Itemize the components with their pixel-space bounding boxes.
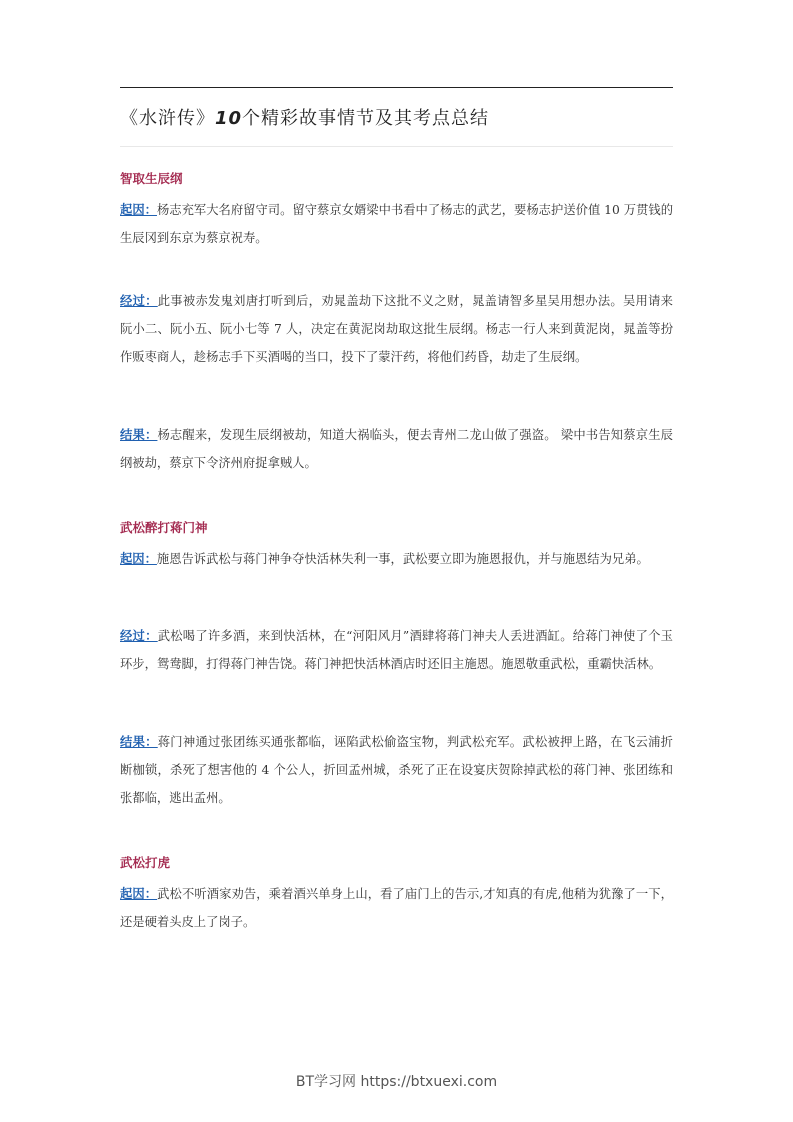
top-rule	[120, 87, 673, 88]
paragraph-cause	[120, 196, 673, 252]
paragraph-process	[120, 622, 673, 678]
paragraph-text: 此事被赤发鬼刘唐打听到后，劝晁盖劫下这批不义之财，晁盖请智多星吴用想办法。吴用请来阮小二、阮小五、阮小七等 7 人，决定在黄泥岗劫取这批生辰纲。杨志一行人来到黄泥岗，晁盖等扮作贩枣商人，趁杨志手下买酒喝的当口，投下了蒙汗药，将他们药昏，劫走了生辰纲。	[120, 294, 673, 364]
page-title	[120, 104, 489, 130]
paragraph-cause	[120, 545, 673, 573]
paragraph-process	[120, 287, 673, 371]
result-label: 结果：	[120, 735, 158, 749]
paragraph-cause	[120, 880, 673, 936]
paragraph-text: 武松不听酒家劝告，乘着酒兴单身上山，看了庙门上的告示,才知真的有虎,他稍为犹豫了一下，还是硬着头皮上了岗子。	[120, 887, 673, 929]
process-label: 经过：	[120, 294, 158, 308]
section-heading: 智取生辰纲	[120, 171, 183, 186]
paragraph-result	[120, 421, 673, 477]
cause-label: 起因：	[120, 552, 157, 566]
footer-watermark: BT学习网 https://btxuexi.com	[295, 1074, 498, 1090]
title-divider	[120, 146, 673, 147]
paragraph-text: 杨志醒来，发现生辰纲被劫，知道大祸临头，便去青州二龙山做了强盗。 梁中书告知蔡京生辰纲被劫，蔡京下令济州府捉拿贼人。	[120, 428, 673, 470]
section-heading: 武松打虎	[120, 855, 171, 870]
paragraph-text: 杨志充军大名府留守司。留守蔡京女婿梁中书看中了杨志的武艺，要杨志护送价值 10 万贯钱的生辰冈到东京为蔡京祝寿。	[120, 203, 673, 245]
paragraph-text: 施恩告诉武松与蒋门神争夺快活林失利一事，武松要立即为施恩报仇，并与施恩结为兄弟。	[156, 552, 649, 566]
paragraph-text: 蒋门神通过张团练买通张都临，诬陷武松偷盗宝物，判武松充军。武松被押上路，在飞云浦折断枷锁，杀死了想害他的 4 个公人，折回孟州城，杀死了正在设宴庆贺除掉武松的蒋门神、张团练和张都临，逃出孟州。	[120, 735, 673, 805]
title-text: 个精彩故事情节及其考点总结	[242, 108, 490, 129]
paragraph-result	[120, 728, 673, 812]
cause-label: 起因：	[120, 887, 158, 901]
result-label: 结果：	[120, 428, 158, 442]
section-heading: 武松醉打蒋门神	[120, 520, 208, 535]
title-book: 《水浒传》	[120, 108, 215, 129]
paragraph-text: 武松喝了许多酒，来到快活林，在“河阳风月”酒肆将蒋门神夫人丢进酒缸。给蒋门神使了个玉环步，鸳鸯脚，打得蒋门神告饶。蒋门神把快活林酒店时还旧主施恩。施恩敬重武松，重霸快活林。	[120, 629, 673, 671]
process-label: 经过：	[120, 629, 158, 643]
cause-label: 起因：	[120, 203, 157, 217]
title-number: 10	[215, 108, 243, 129]
